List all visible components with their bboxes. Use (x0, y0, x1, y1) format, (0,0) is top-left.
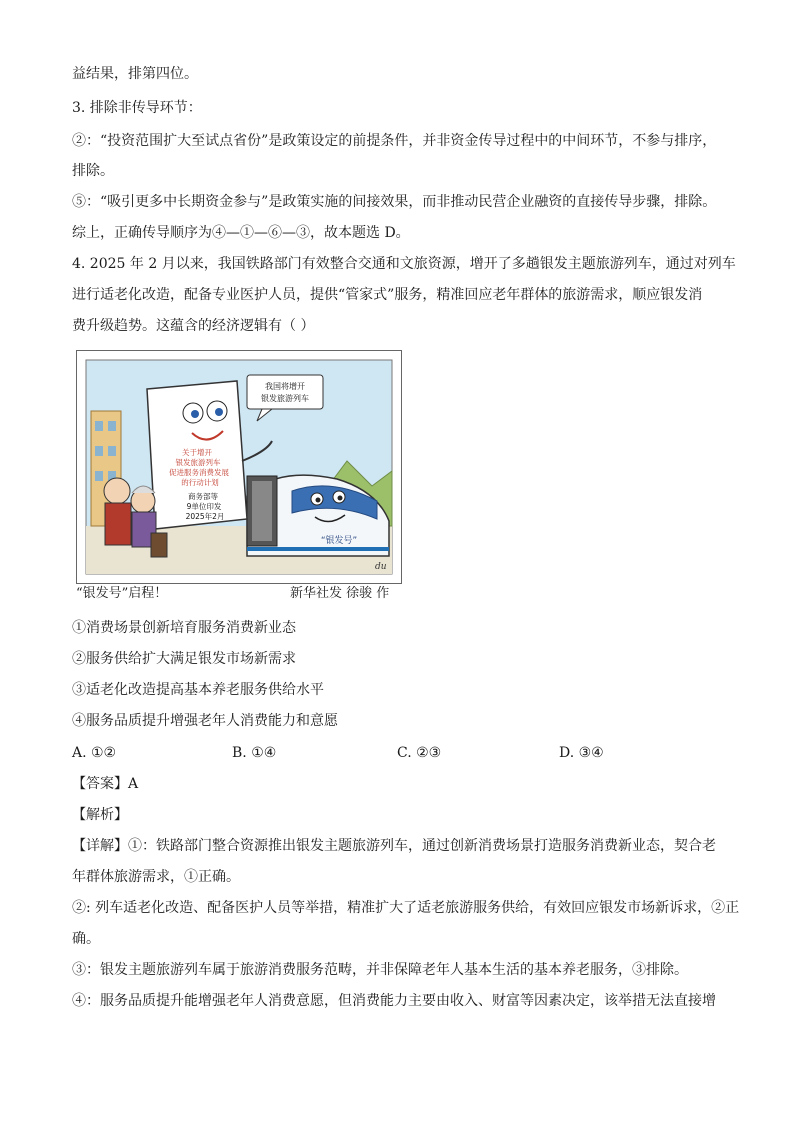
option-d: D. ③④ (559, 745, 604, 761)
doc-text: 银发旅游列车 (175, 458, 221, 467)
artist-signature: du (375, 562, 387, 572)
question-4-line: 进行适老化改造，配备专业医护人员，提供“管家式”服务，精准回应老年群体的旅游需求，顺应银发消 (72, 287, 703, 303)
doc-text: 9单位印发 (186, 502, 222, 511)
text-line: 排除。 (72, 163, 114, 179)
option-a: A. ①② (72, 745, 117, 761)
bubble-text-2: 银发旅游列车 (261, 394, 309, 403)
text-line: ⑤：“吸引更多中长期资金参与”是政策实施的间接效果，而非推动民营企业融资的直接传导步骤，排除。 (72, 194, 717, 210)
conclusion-line: 综上，正确传导顺序为④—①—⑥—③，故本题选 D。 (72, 225, 410, 241)
detail-line: 年群体旅游需求，①正确。 (72, 869, 240, 885)
doc-text: 2025年2月 (185, 512, 225, 521)
train-label: “银发号” (320, 536, 358, 546)
detail-line: ④：服务品质提升能增强老年人消费意愿，但消费能力主要由收入、财富等因素决定，该举措无法直接增 (72, 993, 716, 1009)
cartoon-figure (76, 350, 402, 584)
detail-line: ②: 列车适老化改造、配备医护人员等举措，精准扩大了适老旅游服务供给，有效回应银发市场新诉求，②正 (72, 900, 740, 916)
analysis-label: 【解析】 (72, 807, 128, 823)
option-b: B. ①④ (232, 745, 277, 761)
statement-2: ②服务供给扩大满足银发市场新需求 (72, 651, 296, 667)
question-4-line: 4. 2025 年 2 月以来，我国铁路部门有效整合交通和文旅资源，增开了多趟银发主题旅游列车，通过对列车 (72, 256, 736, 272)
text-line: 益结果，排第四位。 (72, 66, 198, 82)
question-4-line: 费升级趋势。这蕴含的经济逻辑有（ ） (72, 318, 315, 334)
statement-1: ①消费场景创新培育服务消费新业态 (72, 620, 296, 636)
figure-credit: 新华社发 徐骏 作 (290, 586, 390, 601)
detail-line: 确。 (72, 931, 100, 947)
answer-label: 【答案】A (72, 776, 139, 792)
section-heading: 3. 排除非传导环节： (72, 100, 202, 116)
statement-4: ④服务品质提升增强老年人消费能力和意愿 (72, 713, 338, 729)
bubble-text-1: 我国将增开 (265, 382, 305, 391)
doc-text: 的行动计划 (181, 478, 219, 487)
doc-text: 关于增开 (182, 448, 212, 457)
cartoon-illustration (77, 351, 401, 583)
doc-text: 促进服务消费发展 (169, 468, 229, 477)
figure-caption: “银发号”启程！ (76, 586, 168, 601)
statement-3: ③适老化改造提高基本养老服务供给水平 (72, 682, 324, 698)
text-line: ②：“投资范围扩大至试点省份”是政策设定的前提条件，并非资金传导过程中的中间环节，不参与排序， (72, 133, 717, 149)
detail-line: ③：银发主题旅游列车属于旅游消费服务范畴，并非保障老年人基本生活的基本养老服务，③排除。 (72, 962, 688, 978)
detail-line: 【详解】①：铁路部门整合资源推出银发主题旅游列车，通过创新消费场景打造服务消费新业态，契合老 (72, 838, 716, 854)
doc-text: 商务部等 (188, 492, 218, 501)
option-c: C. ②③ (397, 745, 442, 761)
